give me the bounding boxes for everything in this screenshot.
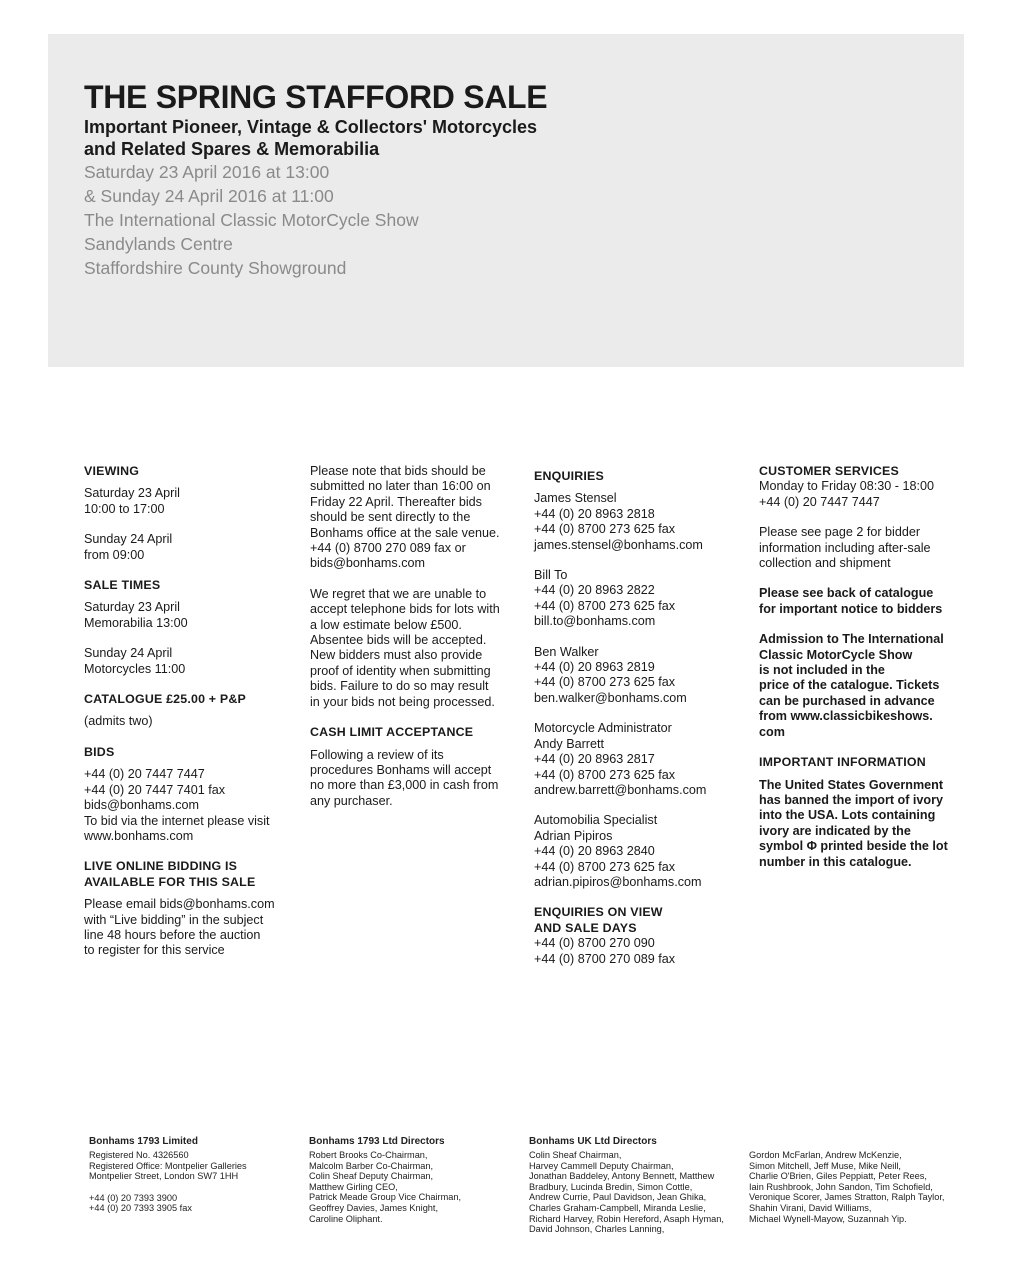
viewing-line: from 09:00 — [84, 547, 145, 562]
contact-fax: +44 (0) 8700 273 625 fax — [534, 598, 676, 613]
footer-company-phone: +44 (0) 20 7393 3900 — [89, 1192, 178, 1203]
live-bidding-line: to register for this service — [84, 943, 225, 958]
telephone-bids-line: a low estimate below £500. — [310, 617, 462, 632]
contact-phone: +44 (0) 20 8963 2819 — [534, 660, 655, 675]
director-line: Robert Brooks Co-Chairman, — [309, 1150, 428, 1160]
contact-email[interactable]: james.stensel@bonhams.com — [534, 537, 703, 552]
header-banner — [48, 34, 964, 367]
admission-line: Admission to The International — [759, 632, 944, 647]
contact-phone: +44 (0) 20 8963 2822 — [534, 583, 655, 598]
bid-note-line: Bonhams office at the sale venue. — [310, 525, 500, 540]
director-line: Charlie O'Brien, Giles Peppiatt, Peter Rees, — [749, 1171, 927, 1182]
sale-date-line: & Sunday 24 April 2016 at 11:00 — [84, 186, 334, 206]
enquiries-heading: ENQUIRIES — [534, 469, 604, 483]
contact-fax: +44 (0) 8700 273 625 fax — [534, 767, 676, 782]
sale-subtitle-line: and Related Spares & Memorabilia — [84, 139, 380, 159]
info-column-3 — [534, 469, 740, 967]
bids-phone: +44 (0) 20 7447 7447 — [84, 767, 205, 782]
director-line: Bradbury, Lucinda Bredin, Simon Cottle, — [529, 1181, 693, 1192]
cash-limit-line: procedures Bonhams will accept — [310, 762, 492, 777]
header-content — [84, 78, 944, 280]
venue-line: The International Classic MotorCycle Show — [84, 210, 419, 230]
view-enquiries-fax: +44 (0) 8700 270 089 fax — [534, 951, 676, 966]
contact-name: Bill To — [534, 568, 568, 583]
venue-line: Staffordshire County Showground — [84, 258, 347, 278]
live-bidding-heading: LIVE ONLINE BIDDING IS — [84, 859, 238, 874]
info-column-1 — [84, 464, 290, 959]
director-line: Michael Wynell-Mayow, Suzannah Yip. — [749, 1213, 907, 1224]
ivory-notice-line: into the USA. Lots containing — [759, 808, 936, 823]
bids-internet-note: To bid via the internet please visit — [84, 813, 270, 828]
venue-line: Sandylands Centre — [84, 234, 233, 254]
contact-name: Andy Barrett — [534, 736, 604, 751]
cash-limit-line: Following a review of its — [310, 747, 444, 762]
cash-limit-line: no more than £3,000 in cash from — [310, 778, 499, 793]
telephone-bids-line: New bidders must also provide — [310, 648, 483, 663]
admission-link[interactable]: com — [759, 724, 785, 739]
footer-directors-uk — [529, 1136, 744, 1235]
contact-phone: +44 (0) 20 8963 2818 — [534, 506, 655, 521]
footer-company-line: Montpelier Street, London SW7 1HH — [89, 1171, 239, 1182]
director-line: Shahin Virani, David Williams, — [749, 1202, 872, 1213]
bid-note-line: +44 (0) 8700 270 089 fax or — [310, 541, 466, 556]
contact-name: James Stensel — [534, 491, 617, 506]
notice-line: Please see back of catalogue — [759, 586, 934, 601]
sale-times-line: Memorabilia 13:00 — [84, 615, 188, 630]
admission-line: price of the catalogue. Tickets — [759, 678, 940, 693]
director-line: Veronique Scorer, James Stratton, Ralph Taylor, — [749, 1192, 945, 1203]
footer-directors-heading: Bonhams 1793 Ltd Directors — [309, 1136, 445, 1147]
director-line: Harvey Cammell Deputy Chairman, — [529, 1160, 674, 1171]
contact-email[interactable]: bill.to@bonhams.com — [534, 614, 656, 629]
viewing-heading: VIEWING — [84, 464, 140, 478]
director-line: Charles Graham-Campbell, Miranda Leslie, — [529, 1202, 706, 1213]
view-enquiries-phone: +44 (0) 8700 270 090 — [534, 936, 655, 951]
contact-phone: +44 (0) 20 8963 2817 — [534, 752, 655, 767]
footer-directors-uk-continued — [749, 1150, 964, 1224]
admission-line: Classic MotorCycle Show — [759, 647, 913, 662]
sale-subtitle-line: Important Pioneer, Vintage & Collectors' Motorcycles — [84, 117, 538, 137]
catalogue-line: (admits two) — [84, 714, 153, 729]
contact-email[interactable]: adrian.pipiros@bonhams.com — [534, 874, 702, 889]
contact-role: Motorcycle Administrator — [534, 721, 672, 736]
telephone-bids-line: bids. Failure to do so may result — [310, 679, 489, 694]
admission-link[interactable]: from www.classicbikeshows. — [759, 709, 933, 724]
director-line: Matthew Girling CEO, — [309, 1181, 398, 1192]
bid-note-line: submitted no later than 16:00 on — [310, 479, 491, 494]
bid-note-email[interactable]: bids@bonhams.com — [310, 556, 425, 571]
director-line: Colin Sheaf Chairman, — [529, 1150, 622, 1160]
sale-date-line: Saturday 23 April 2016 at 13:00 — [84, 162, 330, 182]
director-line: Patrick Meade Group Vice Chairman, — [309, 1192, 462, 1203]
viewing-line: Sunday 24 April — [84, 532, 173, 547]
director-line: Malcolm Barber Co-Chairman, — [309, 1160, 434, 1171]
sale-times-line: Sunday 24 April — [84, 646, 173, 661]
footer-company-line: Registered Office: Montpelier Galleries — [89, 1160, 247, 1171]
footer-uk-directors-heading: Bonhams UK Ltd Directors — [529, 1136, 657, 1147]
ivory-notice-line: has banned the import of ivory — [759, 792, 944, 807]
admission-line: is not included in the — [759, 663, 885, 678]
telephone-bids-line: proof of identity when submitting — [310, 663, 491, 678]
telephone-bids-line: We regret that we are unable to — [310, 586, 487, 601]
footer-directors-1793 — [309, 1136, 524, 1224]
footer-company-heading: Bonhams 1793 Limited — [89, 1136, 198, 1147]
viewing-line: 10:00 to 17:00 — [84, 501, 165, 516]
telephone-bids-line: in your bids not being processed. — [310, 694, 495, 709]
footer-company-fax: +44 (0) 20 7393 3905 fax — [89, 1203, 192, 1214]
ivory-notice-line: The United States Government — [759, 777, 944, 792]
contact-email[interactable]: andrew.barrett@bonhams.com — [534, 782, 707, 797]
director-line: Geoffrey Davies, James Knight, — [309, 1202, 439, 1213]
director-line: Simon Mitchell, Jeff Muse, Mike Neill, — [749, 1160, 901, 1171]
director-line: Gordon McFarlan, Andrew McKenzie, — [749, 1150, 902, 1160]
sale-times-line: Saturday 23 April — [84, 600, 180, 615]
bids-website-link[interactable]: www.bonhams.com — [84, 828, 194, 843]
cash-limit-line: any purchaser. — [310, 793, 393, 808]
bids-fax: +44 (0) 20 7447 7401 fax — [84, 782, 226, 797]
live-bidding-line: line 48 hours before the auction — [84, 927, 261, 942]
sale-times-heading: SALE TIMES — [84, 578, 161, 593]
customer-services-heading: CUSTOMER SERVICES — [759, 464, 899, 478]
view-enquiries-heading: AND SALE DAYS — [534, 920, 637, 935]
sale-title: THE SPRING STAFFORD SALE — [84, 79, 548, 115]
contact-role: Automobilia Specialist — [534, 813, 658, 828]
bid-note-line: should be sent directly to the — [310, 510, 471, 525]
info-column-2 — [310, 464, 516, 809]
footer-company — [89, 1136, 304, 1214]
bidder-info-line: collection and shipment — [759, 556, 891, 571]
view-enquiries-heading: ENQUIRIES ON VIEW — [534, 905, 663, 920]
sale-times-line: Motorcycles 11:00 — [84, 661, 186, 676]
cash-limit-heading: CASH LIMIT ACCEPTANCE — [310, 725, 474, 740]
ivory-notice-line: ivory are indicated by the — [759, 823, 911, 838]
viewing-line: Saturday 23 April — [84, 486, 180, 501]
live-bidding-line: with “Live bidding” in the subject — [84, 912, 264, 927]
customer-services-phone: +44 (0) 20 7447 7447 — [759, 494, 880, 509]
bidder-info-line: information including after-sale — [759, 540, 931, 555]
info-column-4 — [759, 464, 971, 870]
contact-name: Ben Walker — [534, 644, 599, 659]
director-line: Colin Sheaf Deputy Chairman, — [309, 1171, 434, 1182]
notice-line: for important notice to bidders — [759, 601, 943, 616]
catalogue-heading: CATALOGUE £25.00 + P&P — [84, 692, 246, 707]
footer-company-line: Registered No. 4326560 — [89, 1150, 189, 1160]
director-line: Jonathan Baddeley, Antony Bennett, Matthew — [529, 1171, 715, 1182]
bidder-info-line: Please see page 2 for bidder — [759, 525, 921, 540]
director-line: David Johnson, Charles Lanning, — [529, 1224, 665, 1235]
customer-services-hours: Monday to Friday 08:30 - 18:00 — [759, 479, 935, 494]
bid-note-line: Please note that bids should be — [310, 464, 486, 478]
contact-name: Adrian Pipiros — [534, 828, 613, 843]
director-line: Richard Harvey, Robin Hereford, Asaph Hyman, — [529, 1213, 724, 1224]
director-line: Iain Rushbrook, John Sandon, Tim Schofield, — [749, 1181, 933, 1192]
telephone-bids-line: Absentee bids will be accepted. — [310, 633, 487, 648]
live-bidding-heading: AVAILABLE FOR THIS SALE — [84, 874, 256, 889]
telephone-bids-line: accept telephone bids for lots with — [310, 602, 500, 617]
contact-fax: +44 (0) 8700 273 625 fax — [534, 675, 676, 690]
bid-note-line: Friday 22 April. Thereafter bids — [310, 494, 482, 509]
contact-fax: +44 (0) 8700 273 625 fax — [534, 859, 676, 874]
contact-email[interactable]: ben.walker@bonhams.com — [534, 690, 687, 705]
important-info-heading: IMPORTANT INFORMATION — [759, 755, 926, 770]
director-line: Andrew Currie, Paul Davidson, Jean Ghika, — [529, 1192, 707, 1203]
contact-phone: +44 (0) 20 8963 2840 — [534, 844, 655, 859]
live-bidding-line: Please email bids@bonhams.com — [84, 897, 275, 912]
ivory-notice-line: symbol Φ printed beside the lot — [759, 839, 948, 854]
ivory-notice-line: number in this catalogue. — [759, 854, 912, 869]
director-line: Caroline Oliphant. — [309, 1213, 383, 1224]
contact-fax: +44 (0) 8700 273 625 fax — [534, 522, 676, 537]
bids-heading: BIDS — [84, 744, 115, 759]
admission-line: can be purchased in advance — [759, 693, 935, 708]
bids-email[interactable]: bids@bonhams.com — [84, 798, 199, 813]
